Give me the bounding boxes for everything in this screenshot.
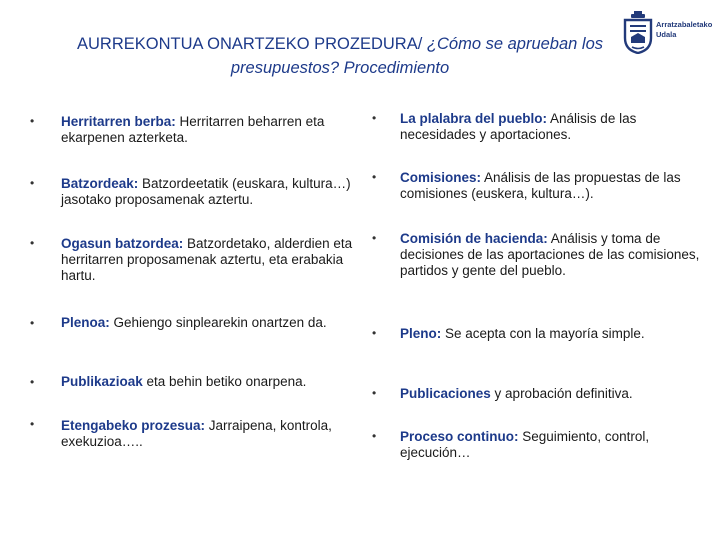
- municipality-logo: [622, 10, 712, 58]
- bullet: •: [372, 386, 377, 400]
- list-item: [61, 236, 366, 284]
- item-text: Seguimiento, control, ejecución…: [400, 429, 650, 460]
- item-key: Plenoa:: [61, 315, 110, 330]
- bullet: •: [372, 111, 377, 125]
- title-line-1: [40, 32, 640, 56]
- item-key: Publicaciones: [400, 386, 491, 401]
- item-text: Análisis y toma de decisiones de las aportaciones de las comisiones, partidos y gente del pueblo.: [400, 231, 700, 278]
- item-text: Herritarren beharren eta ekarpenen azterketa.: [61, 114, 325, 145]
- item-text: Análisis de las propuestas de las comisiones (euskera, kultura…).: [400, 170, 681, 201]
- item-key: Batzordeak:: [61, 176, 139, 191]
- item-key: Comisión de hacienda:: [400, 231, 548, 246]
- town-seal-icon: [622, 10, 654, 54]
- page-title: [40, 32, 640, 80]
- bullet: •: [30, 375, 35, 389]
- bullet: •: [372, 429, 377, 443]
- list-item: [400, 386, 700, 402]
- item-text: Batzordeetatik (euskara, kultura…) jasotako proposamenak aztertu.: [61, 176, 351, 207]
- item-text: Se acepta con la mayoría simple.: [441, 326, 645, 341]
- bullet: •: [30, 236, 35, 250]
- title-basque: AURREKONTUA ONARTZEKO PROZEDURA/: [76, 35, 427, 53]
- municipality-name-line-2: Udala: [656, 30, 677, 39]
- municipality-name: [656, 20, 712, 40]
- item-key: Etengabeko prozesua:: [61, 418, 206, 433]
- item-key: Herritarren berba:: [61, 114, 176, 129]
- bullet: •: [372, 231, 377, 245]
- item-key: Publikazioak: [61, 374, 143, 389]
- item-text: Jarraipena, kontrola, exekuzioa…..: [61, 418, 332, 449]
- bullet: •: [372, 326, 377, 340]
- item-key: Ogasun batzordea:: [61, 236, 184, 251]
- item-text: Gehiengo sinplearekin onartzen da.: [109, 315, 327, 330]
- list-item: [400, 429, 700, 461]
- bullet: •: [30, 114, 35, 128]
- item-key: Proceso continuo:: [400, 429, 519, 444]
- list-item: [61, 418, 366, 450]
- list-item: [61, 315, 366, 331]
- list-item: [61, 114, 366, 146]
- list-item: [400, 170, 700, 202]
- item-key: Comisiones:: [400, 170, 482, 185]
- bullet: •: [30, 176, 35, 190]
- title-spanish-start: ¿Cómo se aprueban los: [426, 35, 604, 53]
- item-text: y aprobación definitiva.: [490, 386, 633, 401]
- list-item: [61, 374, 366, 390]
- bullet: •: [30, 316, 35, 330]
- bullet: •: [372, 170, 377, 184]
- list-item: [400, 111, 700, 143]
- municipality-name-line-1: Arratzabaletako: [656, 20, 713, 29]
- item-text: eta behin betiko onarpena.: [142, 374, 307, 389]
- item-text: Análisis de las necesidades y aportaciones.: [400, 111, 637, 142]
- list-item: [400, 326, 700, 342]
- item-text: Batzordetako, alderdien eta herritarren proposamenak aztertu, eta erabakia hartu.: [61, 236, 353, 283]
- list-item: [400, 231, 700, 279]
- item-key: Pleno:: [400, 326, 442, 341]
- bullet: •: [30, 417, 35, 431]
- title-line-2: presupuestos? Procedimiento: [230, 59, 450, 77]
- item-key: La plalabra del pueblo:: [400, 111, 548, 126]
- list-item: [61, 176, 366, 208]
